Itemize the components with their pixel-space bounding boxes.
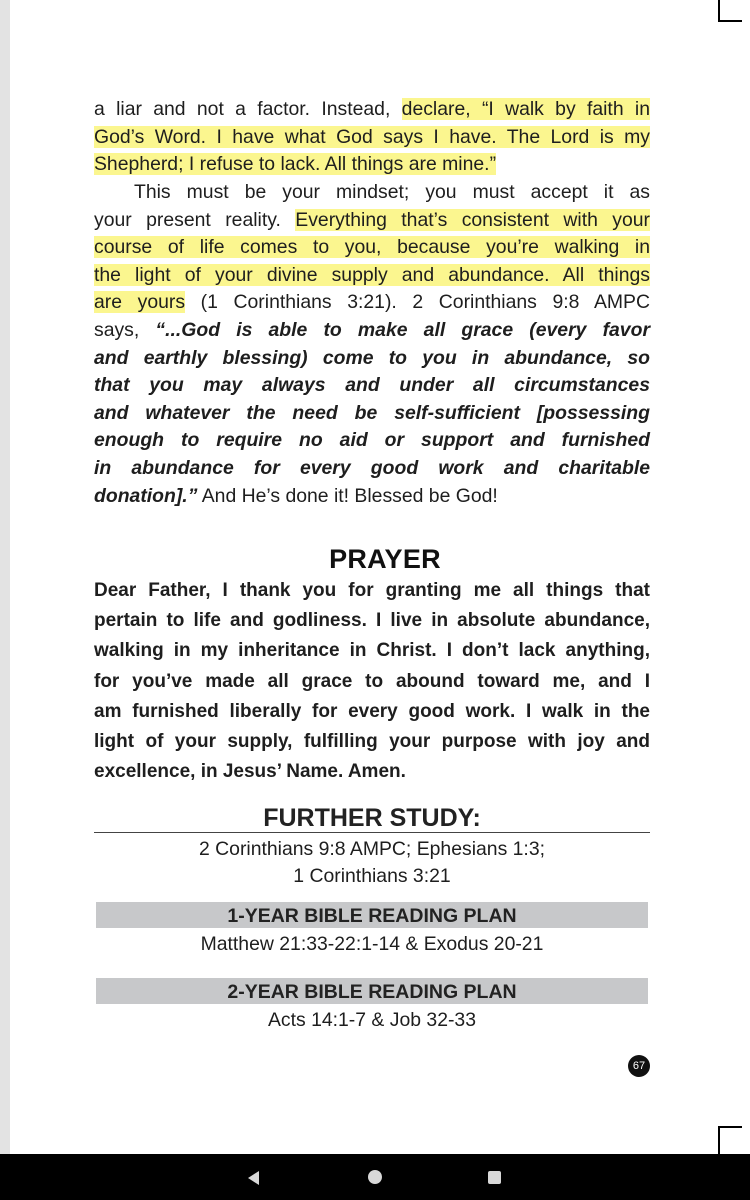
further-study-heading: FURTHER STUDY: <box>263 804 481 832</box>
further-study-divider <box>94 832 650 833</box>
highlight: Everything that’s consistent with your <box>295 208 651 231</box>
highlight: are yours <box>94 291 186 314</box>
prayer-line: Dear Father, I thank you for granting me all things that <box>94 580 650 601</box>
two-year-plan-heading: 2-YEAR BIBLE READING PLAN <box>96 978 648 1004</box>
highlight: the light of your divine supply and abundance. All things <box>94 263 650 286</box>
prayer-line: excellence, in Jesus’ Name. Amen. <box>94 761 406 783</box>
prayer-heading: PRAYER <box>329 544 441 574</box>
one-year-plan-heading: 1-YEAR BIBLE READING PLAN <box>96 902 648 928</box>
scripture-quote: enough to require no aid or support and furnished <box>94 429 650 452</box>
prayer-line: light of your supply, fulfilling your purpose with joy and <box>94 730 650 752</box>
scripture-quote: donation].” <box>94 484 198 507</box>
prayer-text <box>94 576 650 787</box>
scripture-quote: “...God is able to make all grace (every favor <box>155 318 650 341</box>
further-study-reference: 1 Corinthians 3:21 <box>293 865 451 887</box>
recents-square-icon[interactable] <box>488 1171 501 1184</box>
highlight: declare, “I walk by faith in <box>401 98 650 120</box>
further-study-reference: 2 Corinthians 9:8 AMPC; Ephesians 1:3; <box>199 838 545 860</box>
prayer-line: pertain to life and godliness. I live in absolute abundance, <box>94 610 650 632</box>
prayer-line: walking in my inheritance in Christ. I don’t lack anything, <box>94 640 650 662</box>
back-triangle-icon[interactable] <box>248 1171 259 1185</box>
scripture-quote: and whatever the need be self-sufficient [possessing <box>94 401 650 424</box>
document-page <box>10 0 750 1154</box>
one-year-plan-reading: Matthew 21:33-22:1-14 & Exodus 20-21 <box>200 933 544 955</box>
highlight: God’s Word. I have what God says I have. The Lord is my <box>94 125 650 148</box>
two-year-plan-reading: Acts 14:1-7 & Job 32-33 <box>267 1009 477 1031</box>
navigation-bar <box>0 1154 750 1200</box>
scripture-quote: that you may always and under all circumstances <box>94 374 650 397</box>
crop-mark-top <box>718 0 742 22</box>
prayer-line: for you’ve made all grace to abound toward me, and I <box>94 670 650 692</box>
paragraph-1: a liar and not a factor. Instead, declare, “I walk by faith in God’s Word. I have what God says I have. The Lord is my Shepherd; I refuse to lack. All things are mine.” <box>94 98 650 176</box>
crop-mark-bottom <box>718 1126 742 1154</box>
highlight: course of life comes to you, because you’re walking in <box>94 236 650 259</box>
scripture-quote: in abundance for every good work and charitable <box>94 456 650 479</box>
highlight: Shepherd; I refuse to lack. All things are mine.” <box>94 153 497 176</box>
prayer-line: am furnished liberally for every good work. I walk in the <box>94 700 650 722</box>
page-number-badge: 67 <box>628 1055 650 1077</box>
paragraph-2: This must be your mindset; you must accept it as your present reality. Everything that’s consistent with your course of life comes to you, because you’re walking in the light of your divine supply and abundance. All things are yours (1 Corinthians 3:21). 2 Corinthians 9:8 AMPC says, “...God is able to make all grace (every favor and earthly blessing) come to you in abundance, so that you may always and under all circumstances and whatever the need be self-sufficient [possessing enough to require no aid or support and furnished in abundance for every good work and charitable donation].” And He’s done it! Blessed be God! <box>94 181 651 507</box>
home-circle-icon[interactable] <box>368 1170 382 1184</box>
scripture-quote: and earthly blessing) come to you in abundance, so <box>94 346 650 369</box>
